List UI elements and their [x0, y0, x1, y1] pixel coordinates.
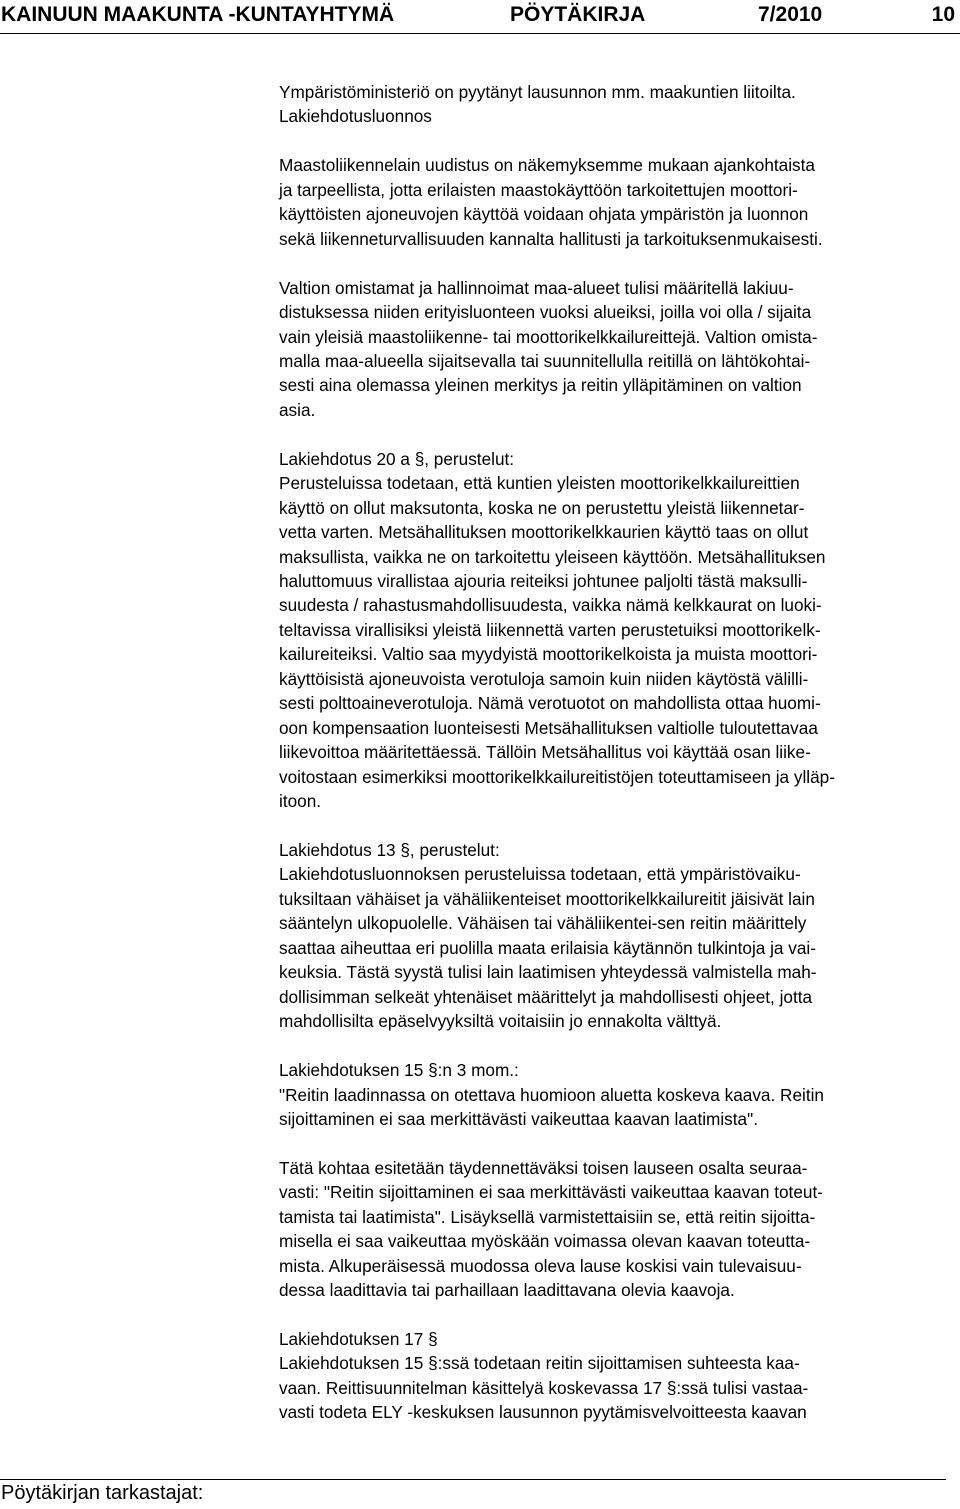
- text-line: asia.: [279, 399, 316, 420]
- text-line: sekä liikenneturvallisuuden kannalta hallitusti ja tarkoituksenmukaisesti.: [279, 228, 823, 249]
- text-line: voitostaan esimerkiksi moottorikelkkailureitistöjen toteuttamiseen ja ylläp-: [279, 766, 835, 787]
- paragraph-gap: [279, 814, 951, 838]
- page-header: [0, 0, 960, 34]
- text-line: mista. Alkuperäisessä muodossa oleva lause koskisi vain tulevaisuu-: [279, 1255, 802, 1276]
- text-line: käyttöisistä ajoneuvoista verotuloja samoin kuin niiden käytöstä välilli-: [279, 668, 809, 689]
- text-line: Tätä kohtaa esitetään täydennettäväksi toisen lauseen osalta seuraa-: [279, 1157, 808, 1178]
- paragraph: [279, 838, 951, 1034]
- text-line: käyttö on ollut maksutonta, koska ne on perustettu yleistä liikennetar-: [279, 497, 805, 518]
- text-line: sesti aina olemassa yleinen merkitys ja reitin ylläpitäminen on valtion: [279, 375, 802, 396]
- text-line: mahdollisilta epäselvyyksiltä voitaisiin jo ennakolta välttyä.: [279, 1011, 722, 1032]
- text-line: kailureiteiksi. Valtio saa myydyistä moottorikelkoista ja muista moottori-: [279, 644, 818, 665]
- paragraph: [279, 1156, 951, 1303]
- text-line: haluttomuus virallistaa ajouria reiteiksi johtunee paljolti tästä maksulli-: [279, 571, 808, 592]
- text-line: Lakiehdotuksen 17 §: [279, 1329, 438, 1349]
- organization-name: KAINUUN MAAKUNTA -KUNTAYHTYMÄ: [1, 3, 395, 26]
- text-line: keuksia. Tästä syystä tulisi lain laatimisen yhteydessä valmistella mah-: [279, 962, 817, 983]
- paragraph: [279, 153, 951, 251]
- header-divider: [0, 33, 960, 34]
- text-line: Lakiehdotus 20 a §, perustelut:: [279, 448, 515, 469]
- paragraph-gap: [279, 1034, 951, 1058]
- text-line: vain yleisiä maastoliikenne- tai moottorikelkkailureittejä. Valtion omista-: [279, 326, 818, 347]
- document-body: [279, 80, 951, 1425]
- text-line: Ympäristöministeriö on pyytänyt lausunnon mm. maakuntien liitoilta.: [279, 82, 796, 102]
- text-line: Lakiehdotusluonnos: [279, 106, 432, 127]
- paragraph-gap: [279, 422, 951, 446]
- signatures-label: Pöytäkirjan tarkastajat:: [1, 1482, 204, 1504]
- paragraph-gap: [279, 251, 951, 275]
- paragraph-gap: [279, 1131, 951, 1155]
- text-line: dollisimman selkeät yhtenäiset määrittelyt ja mahdollisesti ohjeet, jotta: [279, 986, 813, 1007]
- text-line: dessa laadittavia tai parhaillaan laadittavana olevia kaavoja.: [279, 1280, 735, 1301]
- text-line: malla maa-alueella sijaitsevalla tai suunnitellulla reitillä on lähtökohtai-: [279, 350, 811, 371]
- text-line: ja tarpeellista, jotta erilaisten maastokäyttöön tarkoitettujen moottori-: [279, 179, 798, 200]
- text-line: Lakiehdotuksen 15 §:n 3 mom.:: [279, 1060, 519, 1081]
- text-line: Lakiehdotus 13 §, perustelut:: [279, 839, 500, 860]
- text-line: Valtion omistamat ja hallinnoimat maa-alueet tulisi määritellä lakiuu-: [279, 277, 794, 298]
- text-line: tamista tai laatimista". Lisäyksellä varmistettaisiin se, että reitin sijoitta-: [279, 1206, 816, 1227]
- paragraph-gap: [279, 1303, 951, 1327]
- text-line: saattaa aiheuttaa eri puolilla maata erilaisia käytännön tulkintoja ja vai-: [279, 937, 816, 958]
- text-line: sijoittaminen ei saa merkittävästi vaikeuttaa kaavan laatimista".: [279, 1108, 758, 1129]
- text-line: vasti: "Reitin sijoittaminen ei saa merkittävästi vaikeuttaa kaavan toteut-: [279, 1182, 823, 1203]
- text-line: vaan. Reittisuunnitelman käsittelyä koskevassa 17 §:ssä tulisi vastaa-: [279, 1377, 809, 1398]
- document-number: 7/2010: [758, 3, 823, 26]
- footer-divider: [0, 1479, 946, 1480]
- text-line: itoon.: [279, 791, 322, 812]
- text-line: maksullista, vaikka ne on tarkoitettu yleiseen käyttöön. Metsähallituksen: [279, 546, 826, 567]
- paragraph-gap: [279, 129, 951, 153]
- text-line: vasti todeta ELY -keskuksen lausunnon pyytämisvelvoitteesta kaavan: [279, 1402, 807, 1423]
- text-line: teltavissa virallisiksi yleistä liikennettä varten perustetuiksi moottorikelk-: [279, 619, 821, 640]
- paragraph: [279, 276, 951, 423]
- paragraph: [279, 1327, 951, 1425]
- text-line: Lakiehdotuksen 15 §:ssä todetaan reitin sijoittamisen suhteesta kaa-: [279, 1353, 800, 1374]
- page-number: 10: [931, 3, 955, 26]
- text-line: distuksessa niiden erityisluonteen vuoksi alueiksi, joilla voi olla / sijaita: [279, 302, 812, 323]
- text-line: Perusteluissa todetaan, että kuntien yleisten moottorikelkkailureittien: [279, 473, 800, 494]
- document-type: PÖYTÄKIRJA: [510, 3, 646, 26]
- text-line: oon kompensaation luonteisesti Metsähallituksen valtiolle tuloutettavaa: [279, 717, 818, 738]
- text-line: misella ei saa vaikeuttaa myöskään voimassa olevan kaavan toteutta-: [279, 1231, 811, 1252]
- text-line: käyttöisten ajoneuvojen käyttöä voidaan ohjata ympäristön ja luonnon: [279, 204, 809, 225]
- text-line: liikevoittoa määritettäessä. Tällöin Metsähallitus voi käyttää osan liike-: [279, 742, 811, 763]
- text-line: Lakiehdotusluonnoksen perusteluissa todetaan, että ympäristövaiku-: [279, 864, 801, 885]
- paragraph: [279, 80, 951, 129]
- text-line: sesti polttoaineverotuloja. Nämä verotuotot on mahdollista ottaa huomi-: [279, 693, 821, 714]
- paragraph: [279, 447, 951, 814]
- text-line: Maastoliikennelain uudistus on näkemyksemme mukaan ajankohtaista: [279, 155, 815, 176]
- paragraph: [279, 1058, 951, 1131]
- text-line: suudesta / rahastusmahdollisuudesta, vaikka nämä kelkkaurat on luoki-: [279, 595, 822, 616]
- text-line: tuksiltaan vähäiset ja vähäliikenteiset moottorikelkkailureitit jäisivät lain: [279, 888, 815, 909]
- text-line: sääntelyn ulkopuolelle. Vähäisen tai vähäliikentei-sen reitin määrittely: [279, 913, 807, 934]
- text-line: vetta varten. Metsähallituksen moottorikelkkaurien käyttö taas on ollut: [279, 522, 809, 543]
- text-line: "Reitin laadinnassa on otettava huomioon aluetta koskeva kaava. Reitin: [279, 1084, 824, 1105]
